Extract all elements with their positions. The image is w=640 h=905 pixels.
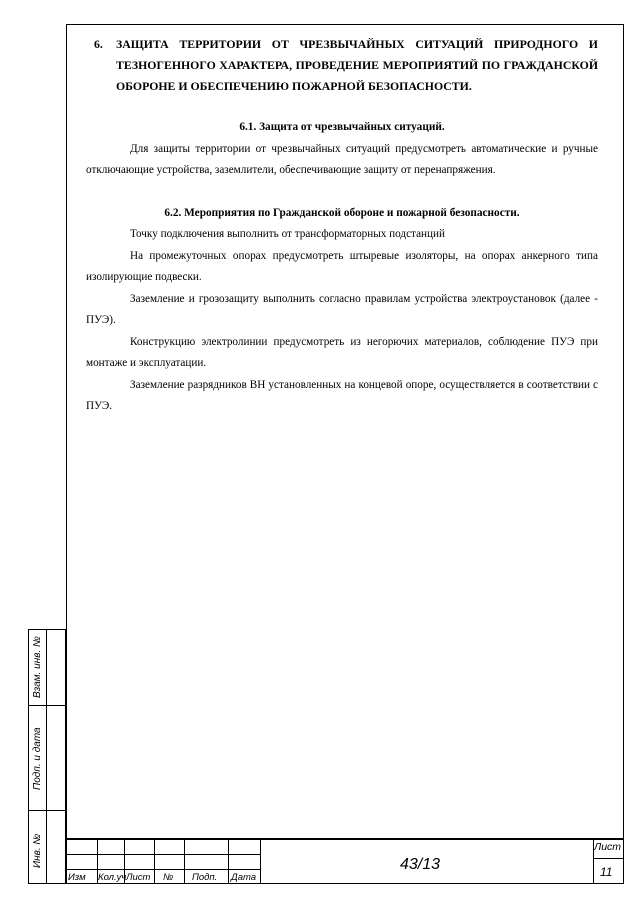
subsection-heading-6-2: 6.2. Мероприятия по Гражданской обороне и пожарной безопасности. [164,206,520,219]
section-heading [86,34,598,97]
paragraph: На промежуточных опорах предусмотреть штыревые изоляторы, на опорах анкерного типа изолирующие подвески. [86,249,598,283]
paragraph: Конструкцию электролинии предусмотреть из негорючих материалов, соблюдение ПУЭ при монтаже и эксплуатации. [86,335,598,369]
paragraph: Точку подключения выполнить от трансформаторных подстанций [130,228,446,240]
sheet-label: Лист [594,841,622,853]
document-code: 43/13 [400,856,441,873]
paragraph: Заземление и грозозащиту выполнить согласно правилам устройства электроустановок (далее - ПУЭ). [86,292,598,326]
tb-col-data: Дата [231,872,257,883]
tb-col-kol: Кол.уч [98,872,127,883]
side-label-signature-date: Подп. и дата [32,727,43,790]
side-label-inv-number: Инв. № [32,833,43,868]
title-block [66,838,624,884]
side-label-replacement-inv: Взам. инв. № [32,636,43,698]
paragraph: Заземление разрядников ВН установленных на концевой опоре, осуществляется в соответствии с ПУЭ. [86,378,598,412]
tb-col-list: Лист [126,872,151,883]
tb-col-num: № [163,872,174,883]
paragraph: Для защиты территории от чрезвычайных ситуаций предусмотреть автоматические и ручные отключающие устройства, заземлители, обеспечивающие защиту от перенапряжения. [86,142,598,176]
section-number: 6. [94,37,103,51]
subsection-heading-6-1: 6.1. Защита от чрезвычайных ситуаций. [239,121,445,133]
document-body [86,34,598,418]
sheet-number: 11 [600,865,613,879]
tb-col-podp: Подп. [192,872,218,883]
tb-col-izm: Изм [68,872,86,883]
section-title: ЗАЩИТА ТЕРРИТОРИИ ОТ ЧРЕЗВЫЧАЙНЫХ СИТУАЦИЙ ПРИРОДНОГО И ТЕЗНОГЕННОГО ХАРАКТЕРА, ПРОВЕДЕНИЕ МЕРОПРИЯТИЙ ПО ГРАЖДАНСКОЙ ОБОРОНЕ И ОБЕСПЕЧЕНИЮ ПОЖАРНОЙ БЕЗОПАСНОСТИ. [116,37,598,93]
